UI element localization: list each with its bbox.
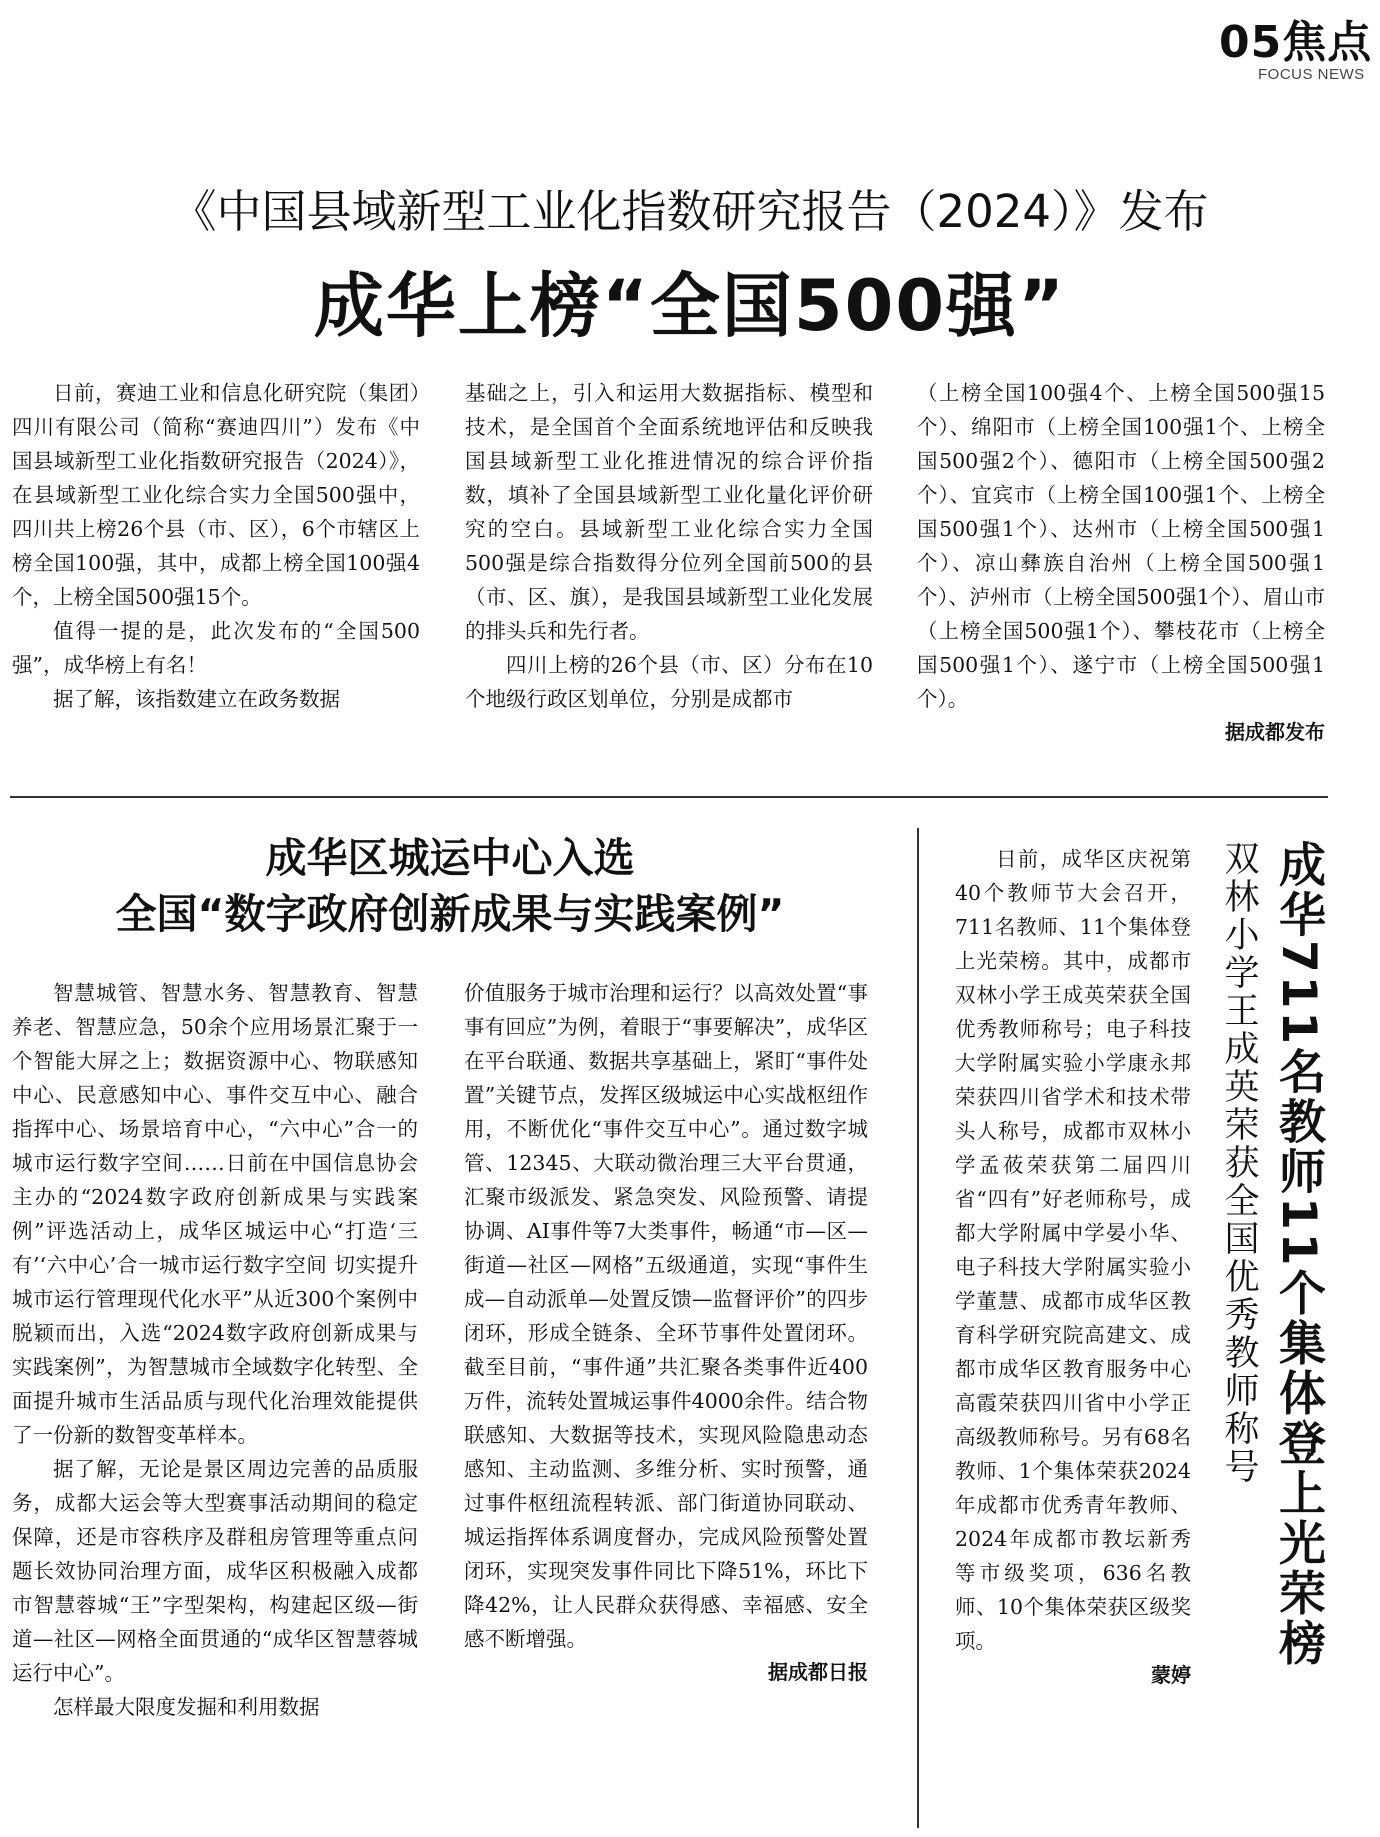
article2-paragraph: 怎样最大限度发掘和利用数据 [53, 1695, 320, 1719]
article1-column-1 [12, 376, 420, 716]
article1-paragraph: 据了解，该指数建立在政务数据 [53, 687, 340, 711]
article1-paragraph: 四川上榜的26个县（市、区）分布在10个地级行政区划单位，分别是成都市 [465, 653, 873, 711]
article1-paragraph: 基础之上，引入和运用大数据指标、模型和技术，是全国首个全面系统地评估和反映我国县域新型工业化推进情况的综合评价指数，填补了全国县域新型工业化量化评价研究的空白。县域新型工业化综合实力全国500强是综合指数得分位列全国前500的县（市、区、旗），是我国县域新型工业化发展的排头兵和先行者。 [465, 381, 873, 643]
article2-column-2 [464, 976, 868, 1688]
article3-subtitle: 双林小学王成英荣获全国优秀教师称号 [1219, 840, 1259, 1486]
article3-byline: 蒙婷 [1151, 1663, 1191, 1687]
article3-title: 成华711名教师11个集体登上光荣榜 [1271, 840, 1326, 1669]
article3-paragraph: 日前，成华区庆祝第40个教师节大会召开，711名教师、11个集体登上光荣榜。其中，成都市双林小学王成英荣获全国优秀教师称号；电子科技大学附属实验小学康永邦荣获四川省学术和技术带头人称号，成都市双林小学孟莜荣获第二届四川省“四有”好老师称号，成都大学附属中学晏小华、电子科技大学附属实验小学董慧、成都市成华区教育科学研究院高建文、成都市成华区教育服务中心高霞荣获四川省中小学正高级教师称号。另有68名教师、1个集体荣获2024年成都市优秀青年教师、2024年成都市教坛新秀等市级奖项，636名教师、10个集体荣获区级奖项。 [955, 847, 1191, 1653]
article1-paragraph: 值得一提的是，此次发布的“全国500强”，成华榜上有名！ [12, 619, 420, 677]
article1-paragraph: 日前，赛迪工业和信息化研究院（集团）四川有限公司（简称“赛迪四川”）发布《中国县域新型工业化指数研究报告（2024）》，在县域新型工业化综合实力全国500强中，四川共上榜26个县（市、区），6个市辖区上榜全国100强，其中，成都上榜全国100强4个，上榜全国500强15个。 [12, 381, 420, 609]
article2-title-line: 全国“数字政府创新成果与实践案例” [115, 890, 785, 938]
article2-source: 据成都日报 [768, 1660, 868, 1684]
article1-paragraph: （上榜全国100强4个、上榜全国500强15个）、绵阳市（上榜全国100强1个、上榜全国500强2个）、德阳市（上榜全国500强2个）、宜宾市（上榜全国100强1个、上榜全国500强1个）、达州市（上榜全国500强1个）、凉山彝族自治州（上榜全国500强1个）、泸州市（上榜全国500强1个）、眉山市（上榜全国500强1个）、攀枝花市（上榜全国500强1个）、遂宁市（上榜全国500强1个）。 [917, 381, 1325, 711]
article2-column-1 [12, 976, 418, 1724]
article1-source: 据成都发布 [1225, 720, 1325, 744]
article2-title [10, 830, 890, 942]
column-divider [917, 828, 919, 1828]
article2-title-line: 成华区城运中心入选 [265, 834, 635, 882]
article2-paragraph: 价值服务于城市治理和运行？以高效处置“事事有回应”为例，着眼于“事要解决”，成华区在平台联通、数据共享基础上，紧盯“事件处置”关键节点，发挥区级城运中心实战枢纽作用，不断优化“事件交互中心”。通过数字城管、12345、大联动微治理三大平台贯通，汇聚市级派发、紧急突发、风险预警、请提协调、AI事件等7大类事件，畅通“市—区—街道—社区—网格”五级通道，实现“事件生成—自动派单—处置反馈—监督评价”的四步闭环，形成全链条、全环节事件处置闭环。截至目前，“事件通”共汇聚各类事件近400万件，流转处置城运事件4000余件。结合物联感知、大数据等技术，实现风险隐患动态感知、主动监测、多维分析、实时预警，通过事件枢纽流程转派、部门街道协同联动、城运指挥体系调度督办，完成风险预警处置闭环，实现突发事件同比下降51%，环比下降42%，让人民群众获得感、幸福感、安全感不断增强。 [464, 981, 868, 1651]
article2-paragraph: 据了解，无论是景区周边完善的品质服务，成都大运会等大型赛事活动期间的稳定保障，还是市容秩序及群租房管理等重点问题长效协同治理方面，成华区积极融入成都市智慧蓉城“王”字型架构，构建起区级—街道—社区—网格全面贯通的“成华区智慧蓉城运行中心”。 [12, 1457, 418, 1685]
article1-title: 成华上榜“全国500强” [313, 265, 1067, 347]
section-divider [10, 796, 1328, 798]
article1-column-3 [917, 376, 1325, 748]
article1-subtitle: 《中国县域新型工业化指数研究报告（2024）》发布 [171, 185, 1209, 238]
article2-paragraph: 智慧城管、智慧水务、智慧教育、智慧养老、智慧应急，50余个应用场景汇聚于一个智能大屏之上；数据资源中心、物联感知中心、民意感知中心、事件交互中心、融合指挥中心、场景培育中心，“六中心”合一的城市运行数字空间……日前在中国信息协会主办的“2024数字政府创新成果与实践案例”评选活动上，成华区城运中心“打造‘三有’‘六中心’合一城市运行数字空间 切实提升城市运行管理现代化水平”从近300个案例中脱颖而出，入选“2024数字政府创新成果与实践案例”，为智慧城市全域数字化转型、全面提升城市生活品质与现代化治理效能提供了一份新的数智变革样本。 [12, 981, 418, 1447]
article1-column-2 [465, 376, 873, 716]
section-name-english: FOCUS NEWS [1258, 66, 1365, 83]
section-number: 05焦点 [1219, 17, 1373, 68]
article3-body [955, 842, 1191, 1692]
